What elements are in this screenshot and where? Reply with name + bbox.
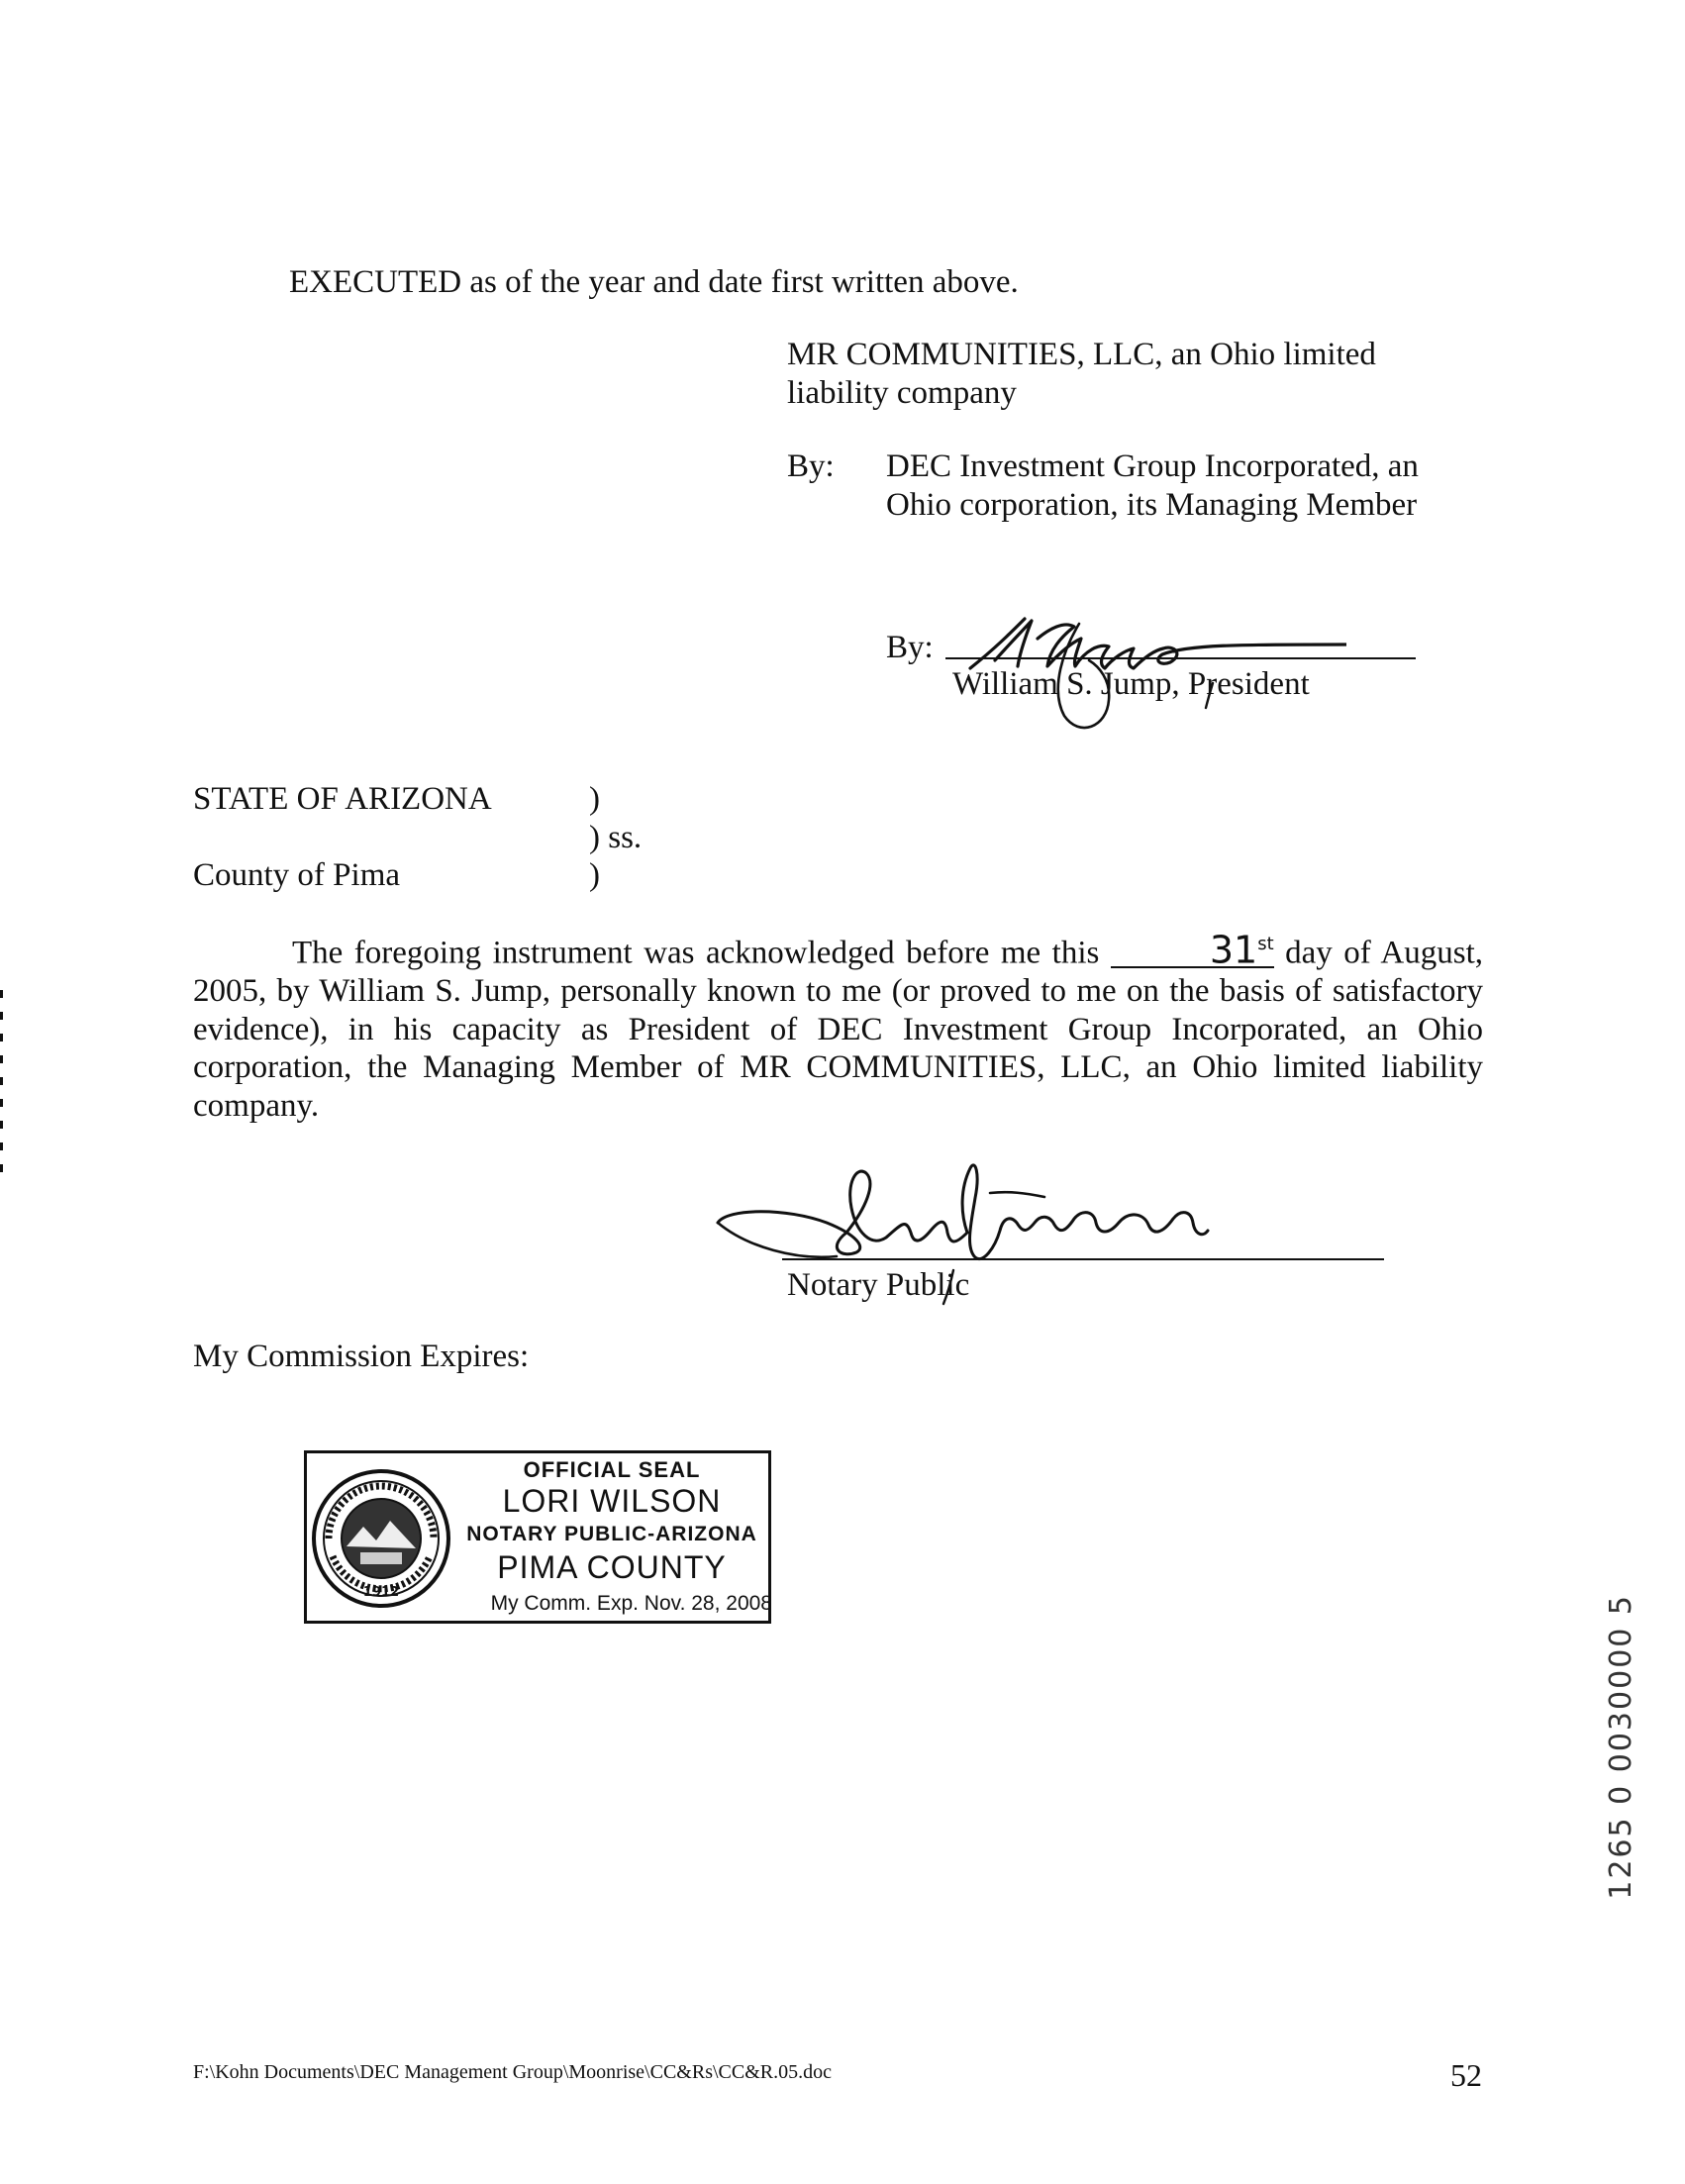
seal-heading: OFFICIAL SEAL: [523, 1457, 701, 1482]
venue-state: STATE OF ARIZONA: [193, 781, 492, 817]
seal-expiration: My Comm. Exp. Nov. 28, 2008: [490, 1592, 772, 1615]
notary-seal-stamp: [304, 1450, 771, 1624]
by-member-line-1: DEC Investment Group Incorporated, an: [886, 448, 1419, 484]
venue-paren-top: ): [589, 781, 600, 817]
acknowledgment-paragraph: [193, 929, 1483, 1125]
venue-paren-bottom: ): [589, 857, 600, 893]
signer-name-title: William S. Jump, President: [952, 666, 1310, 702]
page-number: 52: [1450, 2057, 1482, 2093]
state-seal-year: 1912: [362, 1585, 400, 1600]
notary-label: Notary Public: [787, 1267, 970, 1303]
acknowledgment-day: [1111, 928, 1274, 972]
signer-signature: [950, 589, 1346, 752]
by-member-line-2: Ohio corporation, its Managing Member: [886, 487, 1418, 523]
acknowledgment-day-number: 31: [1209, 928, 1258, 972]
company-line-2: liability company: [787, 375, 1017, 411]
left-scan-edge: [0, 990, 3, 1178]
acknowledgment-day-suffix: st: [1257, 934, 1274, 954]
venue-county: County of Pima: [193, 857, 401, 893]
footer-file-path: F:\Kohn Documents\DEC Management Group\Moonrise\CC&Rs\CC&R.05.doc: [193, 2061, 832, 2083]
seal-notary-name: LORI WILSON: [502, 1483, 722, 1519]
by-member-label: By:: [787, 448, 835, 484]
commission-expires-label: My Commission Expires:: [193, 1339, 530, 1374]
signer-by-label: By:: [886, 630, 934, 665]
state-seal-emblem: [309, 1457, 457, 1616]
acknowledgment-after-date: day of August, 2005, by William S. Jump, personally known to me (or proved to me on the basis of satisfactory evidence), in his capacity as President of DEC Investment Group Incorporated, an Ohio corporation, the Managing Member of MR COMMUNITIES, LLC, an Ohio limited liability company.: [193, 935, 1484, 1124]
acknowledgment-before-date: The foregoing instrument was acknowledged before me this: [292, 935, 1100, 971]
venue-ss: ) ss.: [589, 820, 643, 855]
seal-county: PIMA COUNTY: [497, 1549, 727, 1585]
margin-recording-stamp: 1265 0 0030000 5: [1604, 1594, 1638, 1900]
executed-line: EXECUTED as of the year and date first written above.: [289, 264, 1019, 300]
seal-notary-title: NOTARY PUBLIC-ARIZONA: [466, 1523, 757, 1545]
company-line-1: MR COMMUNITIES, LLC, an Ohio limited: [787, 337, 1376, 372]
notary-signature: [708, 1153, 1262, 1312]
